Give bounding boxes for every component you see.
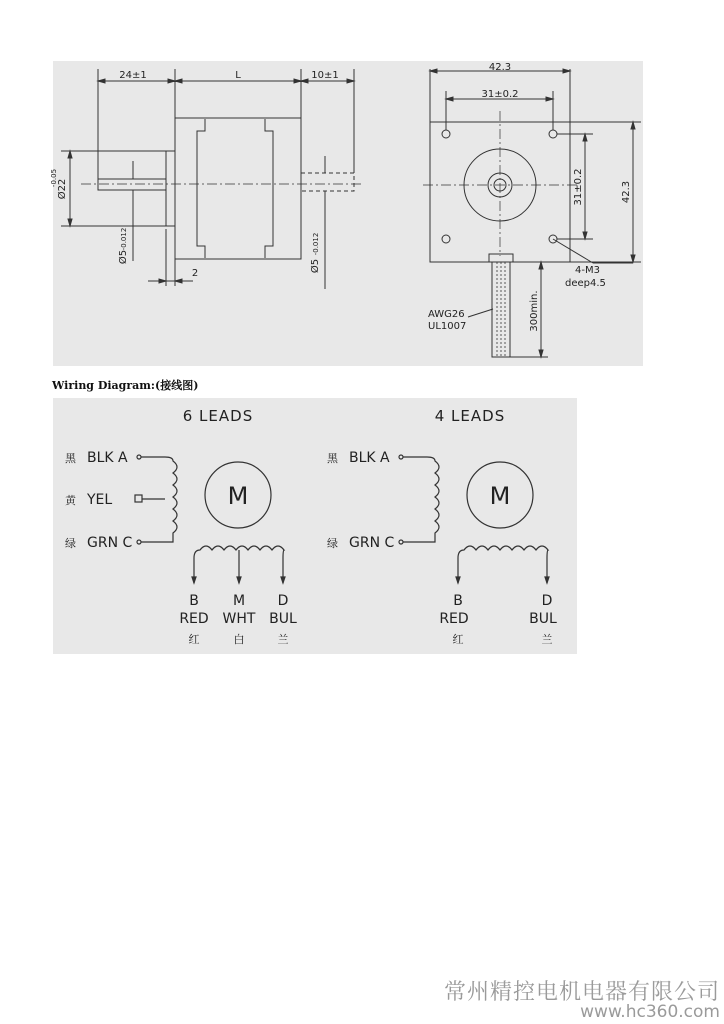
lead-yellow-cn-6: 黄 [65, 494, 76, 507]
lead-b-letter-6: B [189, 593, 199, 609]
lead-blue-cn-4: 兰 [541, 633, 553, 646]
lead-length: 300min. [529, 290, 540, 332]
lead-black-label-4: BLK A [349, 450, 390, 466]
dim-front-shaft-length: 24±1 [119, 70, 147, 81]
dim-body-length: L [235, 70, 241, 81]
dimension-drawing [50, 61, 643, 366]
motor-body-side [175, 118, 301, 259]
body-lamination-left [197, 119, 205, 258]
body-lamination-right [265, 119, 273, 258]
watermark-company: 常州精控电机电器有限公司 [443, 980, 720, 1005]
dimension-drawing-panel [50, 61, 643, 366]
lead-white-label-6: WHT [222, 611, 256, 627]
dim-front-shaft-tol: -0.012 [120, 227, 128, 251]
lead-green-label-4: GRN C [349, 535, 395, 551]
mounting-hole-tl [442, 130, 450, 138]
dim-boss-diameter-tol: -0.05 [50, 168, 58, 188]
dim-boss-diameter: Ø22 [57, 178, 68, 200]
wire-gauge: AWG26 [428, 309, 465, 320]
lead-b-letter-4: B [453, 593, 463, 609]
lead-green-label-6: GRN C [87, 535, 133, 551]
lead-black-cn-6: 黑 [65, 452, 76, 465]
thread-depth: deep4.5 [565, 278, 606, 289]
wire-type: UL1007 [428, 321, 467, 332]
dim-hole-spacing-h: 31±0.2 [481, 89, 519, 100]
thread-spec: 4-M3 [575, 265, 600, 276]
motor-label-6: M [227, 482, 249, 510]
lead-green-cn-6: 绿 [65, 537, 76, 550]
mounting-hole-tr [549, 130, 557, 138]
dim-boss-thickness: 2 [191, 268, 199, 279]
lead-red-cn-6: 红 [188, 633, 200, 646]
six-leads-title: 6 LEADS [182, 407, 254, 425]
lead-red-cn-4: 红 [452, 633, 464, 646]
motor-label-4: M [489, 482, 511, 510]
lead-m-letter-6: M [232, 593, 246, 609]
lead-red-label-4: RED [439, 611, 469, 627]
dim-rear-shaft-tol: -0.012 [312, 232, 320, 256]
lead-blue-cn-6: 兰 [277, 633, 289, 646]
coil-b-4 [458, 546, 548, 583]
lead-black-label-6: BLK A [87, 450, 128, 466]
front-shaft [98, 179, 166, 190]
lead-d-letter-4: D [541, 593, 553, 609]
mounting-hole-bl [442, 235, 450, 243]
wiring-diagram-heading: Wiring Diagram:(接线图) [52, 379, 199, 392]
dim-face-height: 42.3 [621, 180, 632, 204]
dim-hole-spacing-v: 31±0.2 [573, 168, 584, 206]
wiring-diagram-panel [53, 398, 577, 654]
front-boss [166, 151, 175, 226]
lead-red-label-6: RED [179, 611, 209, 627]
wiring-diagram [53, 398, 577, 654]
dim-front-shaft-diameter: Ø5 [118, 249, 129, 265]
dim-rear-shaft-diameter: Ø5 [310, 258, 321, 274]
lead-black-cn-4: 黑 [327, 452, 338, 465]
lead-green-cn-4: 绿 [327, 537, 338, 550]
dim-rear-shaft-length: 10±1 [311, 70, 339, 81]
watermark-url: www.hc360.com [580, 1002, 720, 1022]
lead-yellow-label-6: YEL [87, 492, 113, 508]
four-leads-title: 4 LEADS [434, 407, 506, 425]
lead-blue-label-6: BUL [269, 611, 297, 627]
lead-blue-label-4: BUL [529, 611, 557, 627]
dim-face-width: 42.3 [488, 62, 512, 73]
coil-a-4 [403, 457, 439, 542]
lead-d-letter-6: D [277, 593, 289, 609]
rear-shaft [301, 173, 354, 191]
lead-white-cn-6: 白 [233, 633, 245, 646]
